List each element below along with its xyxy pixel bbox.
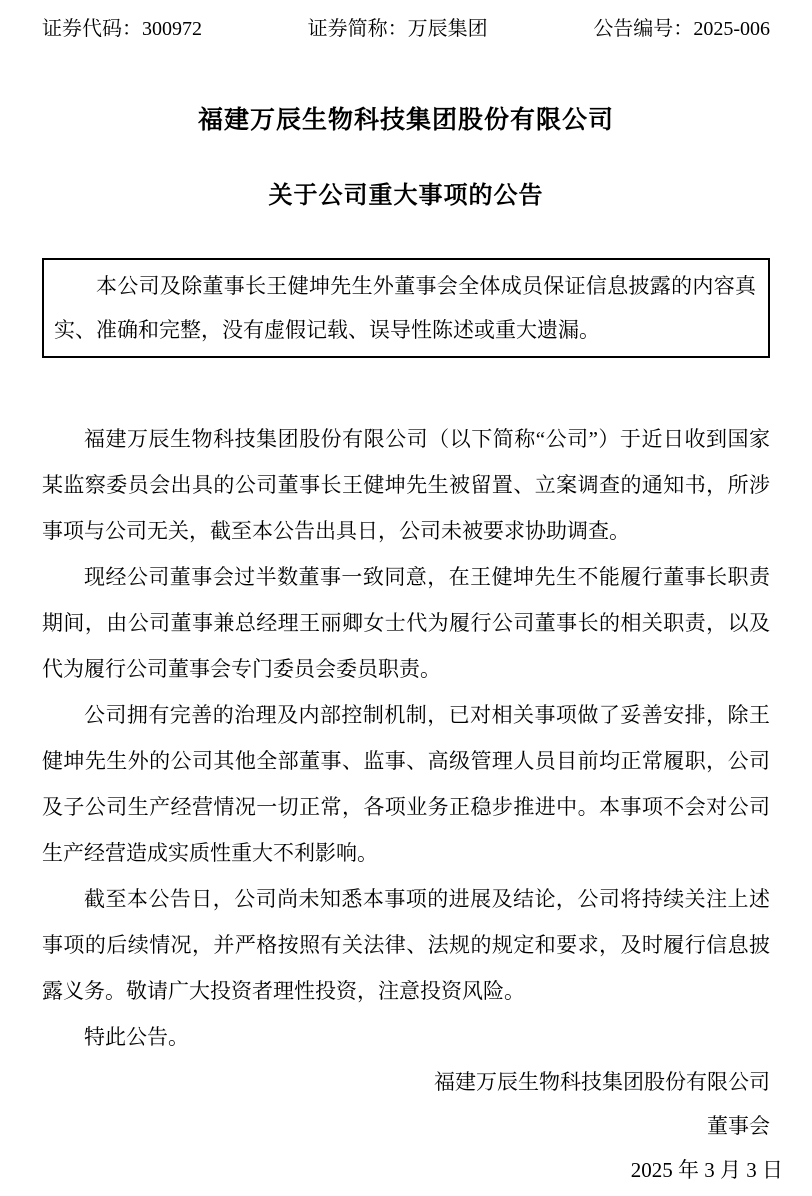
- stock-code: [42, 16, 202, 42]
- document-header: [42, 16, 770, 42]
- disclaimer-box: [42, 258, 770, 358]
- stock-code-value: 300972: [142, 18, 202, 40]
- paragraph-notice-received: 福建万辰生物科技集团股份有限公司（以下简称“公司”）于近日收到国家某监察委员会出具的公司董事长王健坤先生被留置、立案调查的通知书，所涉事项与公司无关，截至本公告出具日，公司未被要求协助调查。: [42, 427, 770, 543]
- paragraph-risk-notice: 截至本公告日，公司尚未知悉本事项的进展及结论，公司将持续关注上述事项的后续情况，并严格按照有关法律、法规的规定和要求，及时履行信息披露义务。敬请广大投资者理性投资，注意投资风险。: [42, 887, 770, 1003]
- signature-board: 董事会: [707, 1114, 770, 1138]
- stock-name: [308, 16, 488, 42]
- signature-company: 福建万辰生物科技集团股份有限公司: [434, 1070, 770, 1094]
- stock-code-label: 证券代码：: [42, 18, 142, 40]
- disclaimer-text: 本公司及除董事长王健坤先生外董事会全体成员保证信息披露的内容真实、准确和完整，没有虚假记载、误导性陈述或重大遗漏。: [54, 274, 756, 342]
- stock-name-label: 证券简称：: [307, 18, 408, 40]
- announcement-number-value: 2025-006: [693, 18, 770, 40]
- company-title: 福建万辰生物科技集团股份有限公司: [197, 106, 614, 134]
- announcement-number: [593, 16, 770, 42]
- signature-block: [42, 1060, 783, 1192]
- announcement-subject-title: 关于公司重大事项的公告: [268, 182, 544, 209]
- announcement-number-label: 公告编号：: [593, 18, 694, 40]
- signature-date: 2025 年 3 月 3 日: [630, 1158, 783, 1182]
- paragraph-governance: 公司拥有完善的治理及内部控制机制，已对相关事项做了妥善安排，除王健坤先生外的公司其他全部董事、监事、高级管理人员目前均正常履职，公司及子公司生产经营情况一切正常，各项业务正稳步推进中。本事项不会对公司生产经营造成实质性重大不利影响。: [42, 703, 770, 865]
- closing-statement: 特此公告。: [84, 1025, 189, 1049]
- announcement-body: [42, 416, 770, 1060]
- stock-name-value: 万辰集团: [407, 18, 488, 40]
- paragraph-acting-chairman: 现经公司董事会过半数董事一致同意，在王健坤先生不能履行董事长职责期间，由公司董事兼总经理王丽卿女士代为履行公司董事长的相关职责，以及代为履行公司董事会专门委员会委员职责。: [42, 565, 770, 681]
